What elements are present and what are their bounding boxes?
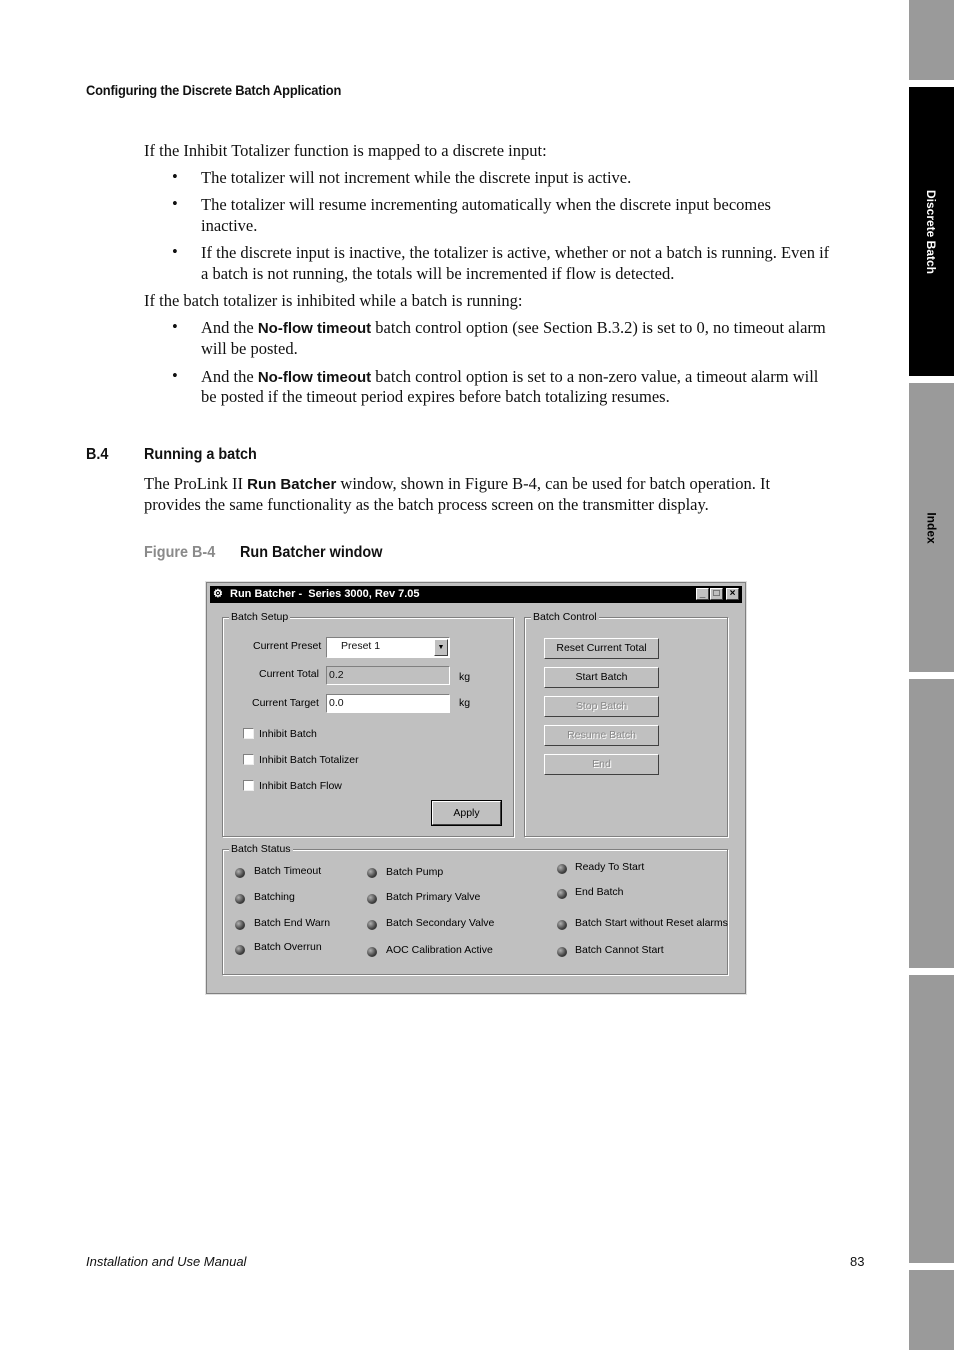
- intro2-paragraph: If the batch totalizer is inhibited while a batch is running:: [144, 291, 523, 310]
- reset-current-total-button[interactable]: Reset Current Total: [544, 638, 659, 659]
- app-icon: ⚙: [213, 588, 223, 600]
- section-paragraph-2: provides the same functionality as the batch process screen on the transmitter display.: [144, 495, 709, 514]
- status-led-icon: [367, 947, 377, 957]
- status-batching: Batching: [254, 891, 295, 903]
- status-batch-start-without-reset-alarms: Batch Start without Reset alarms: [575, 917, 728, 929]
- bullet: •: [172, 366, 178, 385]
- status-led-icon: [367, 868, 377, 878]
- figure-label: Figure B-4: [144, 544, 216, 561]
- status-led-icon: [557, 947, 567, 957]
- status-batch-secondary-valve: Batch Secondary Valve: [386, 917, 495, 929]
- intro-paragraph: If the Inhibit Totalizer function is mapped to a discrete input:: [144, 141, 547, 160]
- current-target-unit: kg: [459, 697, 471, 709]
- status-led-icon: [557, 889, 567, 899]
- side-tab-index-label: Index: [924, 511, 939, 544]
- bullet-text-3b: a batch is not running, the totals will be incremented if flow is detected.: [201, 264, 675, 283]
- status-led-icon: [235, 945, 245, 955]
- window-title: Run Batcher - Series 3000, Rev 7.05: [230, 588, 420, 600]
- status-aoc-calibration-active: AOC Calibration Active: [386, 944, 493, 956]
- current-total-unit: kg: [459, 671, 471, 683]
- status-batch-pump: Batch Pump: [386, 866, 444, 878]
- apply-button[interactable]: Apply: [432, 801, 501, 825]
- side-tab-6: [909, 1270, 954, 1350]
- inhibit-batch-totalizer-checkbox[interactable]: [243, 754, 254, 765]
- figure-title: Run Batcher window: [240, 544, 383, 561]
- start-batch-button[interactable]: Start Batch: [544, 667, 659, 688]
- inhibit-batch-label: Inhibit Batch: [259, 728, 317, 740]
- text: batch control option (see Section B.3.2) is set to 0, no timeout alarm: [375, 318, 826, 337]
- current-preset-value: Preset 1: [341, 640, 381, 652]
- status-led-icon: [235, 894, 245, 904]
- bullet-text-1: The totalizer will not increment while the discrete input is active.: [201, 168, 632, 187]
- section-paragraph: [144, 473, 770, 495]
- current-total-label: Current Total: [259, 668, 319, 680]
- current-total-field: 0.2: [326, 666, 450, 685]
- batch-control-label: Batch Control: [533, 611, 597, 623]
- side-tab-1: [909, 0, 954, 80]
- status-ready-to-start: Ready To Start: [575, 861, 645, 873]
- chevron-down-icon[interactable]: ▼: [434, 639, 448, 656]
- side-tab-discrete-batch[interactable]: [909, 87, 954, 376]
- text: And the: [201, 367, 254, 386]
- text: window, shown in Figure B-4, can be used for batch operation. It: [340, 474, 771, 493]
- bullet-text-2b: inactive.: [201, 216, 258, 235]
- status-led-icon: [235, 920, 245, 930]
- inhibit-batch-totalizer-label: Inhibit Batch Totalizer: [259, 754, 359, 766]
- status-led-icon: [235, 868, 245, 878]
- bullet-text-4: [201, 317, 826, 339]
- stop-batch-button[interactable]: Stop Batch: [544, 696, 659, 717]
- text: The ProLink II: [144, 474, 243, 493]
- side-tab-index[interactable]: [909, 383, 954, 672]
- bullet-text-3: If the discrete input is inactive, the totalizer is active, whether or not a batch is running. Even if: [201, 243, 830, 262]
- status-batch-cannot-start: Batch Cannot Start: [575, 944, 664, 956]
- bullet-text-5: [201, 366, 818, 388]
- bullet: •: [172, 242, 178, 261]
- status-batch-overrun: Batch Overrun: [254, 941, 322, 953]
- status-led-icon: [557, 920, 567, 930]
- side-tab-5: [909, 975, 954, 1263]
- batch-setup-label: Batch Setup: [231, 611, 289, 623]
- side-tab-4: [909, 679, 954, 968]
- text: And the: [201, 318, 254, 337]
- status-batch-end-warn: Batch End Warn: [254, 917, 331, 929]
- option-name: No-flow timeout: [257, 369, 372, 386]
- bullet-text-2: The totalizer will resume incrementing automatically when the discrete input becomes: [201, 195, 771, 214]
- section-title: Running a batch: [144, 446, 257, 463]
- status-batch-timeout: Batch Timeout: [254, 865, 322, 877]
- status-end-batch: End Batch: [575, 886, 624, 898]
- minimize-button[interactable]: _: [696, 588, 709, 600]
- resume-batch-button[interactable]: Resume Batch: [544, 725, 659, 746]
- close-button[interactable]: ×: [726, 588, 739, 600]
- current-target-label: Current Target: [252, 697, 319, 709]
- end-button[interactable]: End: [544, 754, 659, 775]
- status-batch-primary-valve: Batch Primary Valve: [386, 891, 481, 903]
- batch-status-label: Batch Status: [231, 843, 291, 855]
- status-led-icon: [557, 864, 567, 874]
- status-led-icon: [367, 894, 377, 904]
- option-name: No-flow timeout: [257, 320, 372, 337]
- bullet: •: [172, 317, 178, 336]
- bullet: •: [172, 167, 178, 186]
- status-led-icon: [367, 920, 377, 930]
- current-target-input[interactable]: 0.0: [326, 694, 450, 713]
- footer-manual-title: Installation and Use Manual: [86, 1254, 247, 1269]
- bullet: •: [172, 194, 178, 213]
- bullet-text-5b: be posted if the timeout period expires before batch totalizing resumes.: [201, 387, 670, 406]
- page-number: 83: [850, 1254, 865, 1269]
- text: batch control option is set to a non-zero value, a timeout alarm will: [375, 367, 819, 386]
- window-name: Run Batcher: [247, 476, 337, 493]
- current-preset-label: Current Preset: [253, 640, 322, 652]
- inhibit-batch-flow-checkbox[interactable]: [243, 780, 254, 791]
- run-batcher-window: [206, 582, 746, 994]
- title-bar: [210, 586, 742, 603]
- current-preset-select[interactable]: [326, 637, 450, 658]
- section-number: B.4: [86, 446, 109, 463]
- maximize-button[interactable]: □: [710, 588, 723, 600]
- bullet-text-4b: will be posted.: [201, 339, 298, 358]
- running-header: Configuring the Discrete Batch Application: [86, 82, 342, 98]
- inhibit-batch-checkbox[interactable]: [243, 728, 254, 739]
- side-tab-discrete-batch-label: Discrete Batch: [924, 189, 939, 274]
- inhibit-batch-flow-label: Inhibit Batch Flow: [259, 780, 342, 792]
